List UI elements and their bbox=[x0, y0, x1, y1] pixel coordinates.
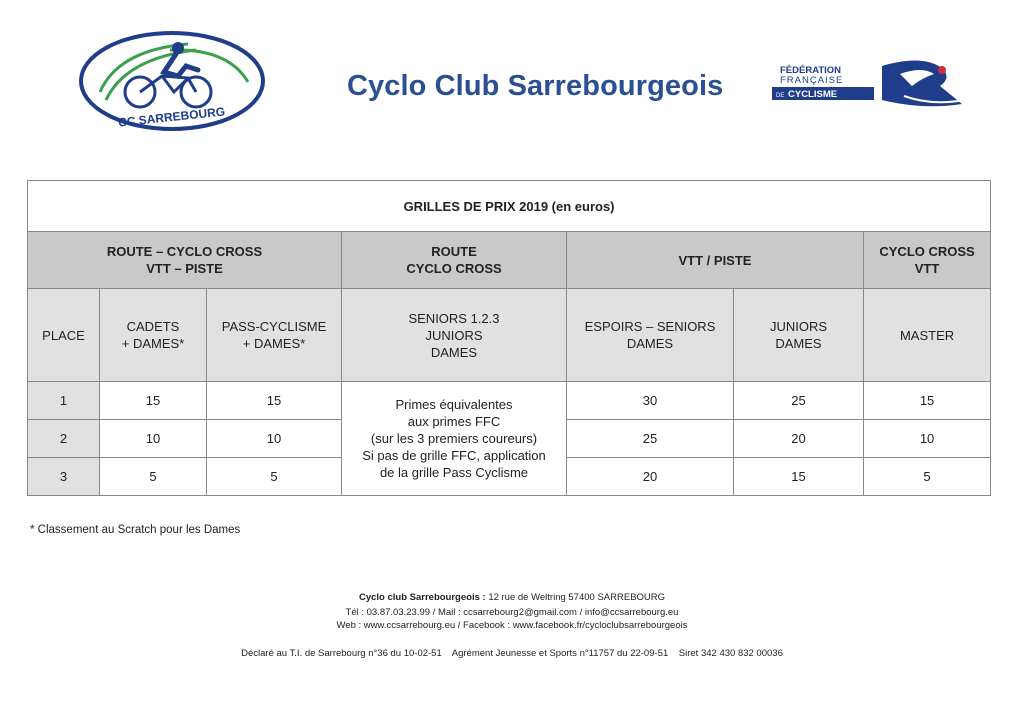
footnote: * Classement au Scratch pour les Dames bbox=[30, 524, 241, 536]
cell-master: 10 bbox=[864, 420, 991, 458]
cell-espoirs: 30 bbox=[567, 382, 734, 420]
cell-cadets: 15 bbox=[100, 382, 207, 420]
subheader-seniors: SENIORS 1.2.3 JUNIORS DAMES bbox=[342, 289, 567, 382]
subheader-juniors: JUNIORS DAMES bbox=[734, 289, 864, 382]
cell-espoirs: 25 bbox=[567, 420, 734, 458]
cell-juniors: 20 bbox=[734, 420, 864, 458]
cell-place: 3 bbox=[28, 458, 100, 496]
cell-pass: 15 bbox=[207, 382, 342, 420]
group-vtt-piste: VTT / PISTE bbox=[567, 232, 864, 289]
footer-address-text: 12 rue de Weltring 57400 SARREBOURG bbox=[488, 592, 666, 603]
ffc-logo bbox=[772, 56, 968, 112]
group-route-cyclo-cross-vtt-piste: ROUTE – CYCLO CROSS VTT – PISTE bbox=[28, 232, 342, 289]
ffc-line-2: FRANÇAISE bbox=[780, 75, 844, 86]
subheader-pass-cyclisme: PASS-CYCLISME + DAMES* bbox=[207, 289, 342, 382]
footer-address bbox=[0, 592, 1024, 603]
footer-web: Web : www.ccsarrebourg.eu / Facebook : www.facebook.fr/cycloclubsarrebourgeois bbox=[336, 620, 688, 631]
cell-cadets: 5 bbox=[100, 458, 207, 496]
cell-juniors: 15 bbox=[734, 458, 864, 496]
group-route-cyclo-cross: ROUTE CYCLO CROSS bbox=[342, 232, 567, 289]
subheader-master: MASTER bbox=[864, 289, 991, 382]
footer-org-name: Cyclo club Sarrebourgeois : bbox=[358, 592, 486, 603]
cc-sarrebourg-logo bbox=[78, 30, 266, 132]
ffc-line-1: FÉDÉRATION bbox=[780, 65, 842, 76]
cell-pass: 10 bbox=[207, 420, 342, 458]
ffc-line-4: CYCLISME bbox=[788, 89, 838, 100]
cell-espoirs: 20 bbox=[567, 458, 734, 496]
club-title: Cyclo Club Sarrebourgeois bbox=[347, 70, 724, 102]
merged-primes-note: Primes équivalentes aux primes FFC (sur les 3 premiers coureurs) Si pas de grille FFC, application de la grille Pass Cyclisme bbox=[342, 382, 567, 496]
subheader-place: PLACE bbox=[28, 289, 100, 382]
cell-master: 5 bbox=[864, 458, 991, 496]
ffc-line-3: DE bbox=[776, 93, 785, 99]
cell-place: 2 bbox=[28, 420, 100, 458]
prize-grid-table bbox=[27, 180, 991, 496]
subheader-espoirs-seniors: ESPOIRS – SENIORS DAMES bbox=[567, 289, 734, 382]
table-row bbox=[28, 382, 991, 420]
cell-cadets: 10 bbox=[100, 420, 207, 458]
cell-juniors: 25 bbox=[734, 382, 864, 420]
cell-pass: 5 bbox=[207, 458, 342, 496]
cell-master: 15 bbox=[864, 382, 991, 420]
footer-legal: Déclaré au T.I. de Sarrebourg n°36 du 10-02-51 Agrément Jeunesse et Sports n°11757 du 22-09-51 Siret 342 430 832 00036 bbox=[241, 648, 783, 659]
cell-place: 1 bbox=[28, 382, 100, 420]
table-title: GRILLES DE PRIX 2019 (en euros) bbox=[28, 181, 991, 232]
logo-left-text: CC SARREBOURG bbox=[117, 104, 226, 130]
group-cyclo-cross-vtt: CYCLO CROSS VTT bbox=[864, 232, 991, 289]
subheader-cadets: CADETS + DAMES* bbox=[100, 289, 207, 382]
footer-contact: Tél : 03.87.03.23.99 / Mail : ccsarrebourg2@gmail.com / info@ccsarrebourg.eu bbox=[345, 607, 679, 618]
